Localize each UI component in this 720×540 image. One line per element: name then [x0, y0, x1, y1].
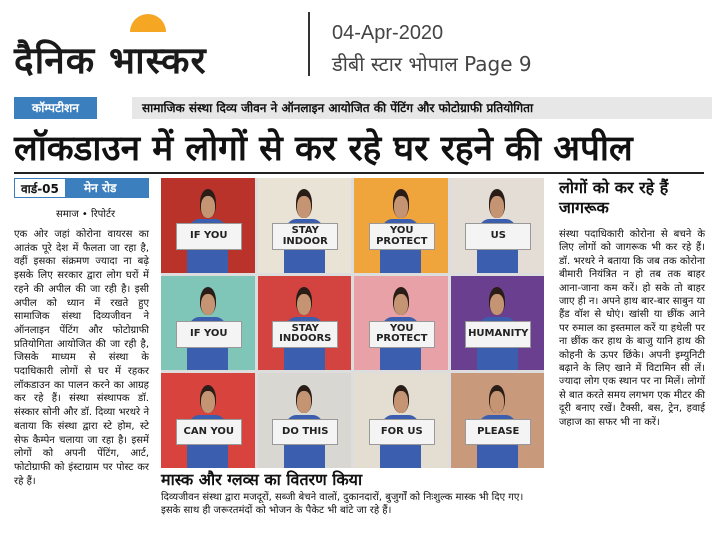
- tagline: सामाजिक संस्था दिव्य जीवन ने ऑनलाइन आयोजित की पेंटिंग और फोटोग्राफी प्रतियोगिता: [132, 97, 712, 119]
- face: [297, 294, 311, 316]
- masthead: [0, 0, 720, 88]
- placard-text: CAN YOU: [176, 419, 242, 446]
- placard-text: YOU PROTECT: [369, 223, 435, 250]
- face: [490, 196, 504, 218]
- face: [297, 391, 311, 413]
- left-column: [14, 178, 149, 528]
- placard-text: PLEASE: [465, 419, 531, 446]
- face: [201, 391, 215, 413]
- sub-story-heading: मास्क और ग्लव्स का वितरण किया: [161, 470, 363, 489]
- road-label: मेन रोड: [84, 181, 117, 195]
- right-heading: लोगों को कर रहे हैं जागरूक: [559, 178, 669, 217]
- placard-text: FOR US: [369, 419, 435, 446]
- collage-photo: [258, 178, 352, 273]
- placard-text: IF YOU: [176, 321, 242, 348]
- collage-photo: [354, 373, 448, 468]
- placard-text: HUMANITY: [465, 321, 531, 348]
- right-article-body: संस्था पदाधिकारी कोरोना से बचने के लिए लोगों को जागरूक भी कर रहे हैं। डॉ. भरथरे ने बताया कि जब तक कोरोना बीमारी नियंत्रित न हो तब तक बाहर आना-जाना कम करें। हो सके तो बाहर जाए ही न। अपने हाथ बार-बार साबुन या हैंड वॉश से धोएं। खांसी या छींक आने पर रुमाल का इस्तमाल करें या हथेली पर ना छींक कर हाथ के बाजु यानि हाथ की कोहनी के ऊपर छिंके। अपनी इम्युनिटी बढ़ाने के लिए खाने में विटामिन सी लें। ज्यादा लोग एक स्थान पर ना मिलें। लोगों से बात करते समय लगभग एक मीटर की दूरी बनाए रखें। टैक्सी, बस, ट्रेन, हवाई जहाज का सफर भी ना करें।: [559, 229, 705, 428]
- collage-photo: [161, 178, 255, 273]
- face: [394, 391, 408, 413]
- section-tag: कॉम्पटीशन: [14, 97, 97, 119]
- face: [201, 196, 215, 218]
- collage-photo: [354, 178, 448, 273]
- left-article-body: एक ओर जहां कोरोना वायरस का आतंक पूरे देश में फैलता जा रहा है, वहीं इसका संक्रमण ज्यादा ना बढ़े इसके लिए सरकार द्वारा लोग घरों में रहने की अपील की जा रही है। इसी अपील को ध्यान में रखते हुए सामाजिक संस्था दिव्यजीवन ने ऑनलाइन पेंटिंग और फोटोग्राफी प्रतियोगिता आयोजित की जा रही है, जिसके माध्यम से संस्था के पदाधिकारी लोगों से घर में रहकर लॉकडाउन का पालन करने का आग्रह कर रहे हैं। संस्था संस्थापक डॉ. संस्कार सोनी और डॉ. दिव्या भरथरे ने बताया कि संस्था द्वारा स्टे होम, स्टे सेफ कैम्पेन चलाया जा रहा है। इसमें लोगों को अपनी पेंटिंग, आर्ट, फोटोग्राफी को इंस्टाग्राम पर पोस्ट कर रहे हैं।: [14, 229, 149, 487]
- edition-page: डीबी स्टार भोपाल Page 9: [332, 52, 532, 76]
- ward-bar: [14, 178, 149, 198]
- face: [490, 294, 504, 316]
- collage-photo: [451, 178, 545, 273]
- headline-rule: [14, 172, 704, 174]
- collage-photo: [451, 373, 545, 468]
- tag-bar: [14, 97, 704, 119]
- right-column: [559, 178, 705, 528]
- face: [394, 294, 408, 316]
- collage-photo: [161, 373, 255, 468]
- byline: समाज • रिपोर्टर: [56, 209, 116, 220]
- placard-text: DO THIS: [272, 419, 338, 446]
- face: [201, 294, 215, 316]
- placard-text: YOU PROTECT: [369, 321, 435, 348]
- collage-photo: [451, 276, 545, 371]
- ward-number: वार्ड-05: [14, 178, 66, 198]
- sun-logo-icon: [128, 2, 168, 32]
- collage-photo: [258, 373, 352, 468]
- newspaper-logo: दैनिक भास्कर: [14, 39, 207, 82]
- collage-photo: [258, 276, 352, 371]
- placard-text: IF YOU: [176, 223, 242, 250]
- placard-text: US: [465, 223, 531, 250]
- placard-text: STAY INDOORS: [272, 321, 338, 348]
- sub-story-body: दिव्यजीवन संस्था द्वारा मजदूरों, सब्जी बेचने वालों, दुकानदारों, बुजुर्गों को निःशुल्क मास्क भी दिए गए। इसके साथ ही जरूरतमंदों को भोजन के पैकेट भी बांटे जा रहे हैं।: [161, 492, 524, 516]
- face: [394, 196, 408, 218]
- face: [297, 196, 311, 218]
- masthead-divider: [308, 12, 310, 76]
- publication-date: 04-Apr-2020: [332, 22, 444, 44]
- face: [490, 391, 504, 413]
- placard-text: STAY INDOOR: [272, 223, 338, 250]
- collage-photo: [354, 276, 448, 371]
- page-headline: लॉकडाउन में लोगों से कर रहे घर रहने की अपील: [14, 129, 633, 169]
- photo-collage: [161, 178, 544, 468]
- collage-photo: [161, 276, 255, 371]
